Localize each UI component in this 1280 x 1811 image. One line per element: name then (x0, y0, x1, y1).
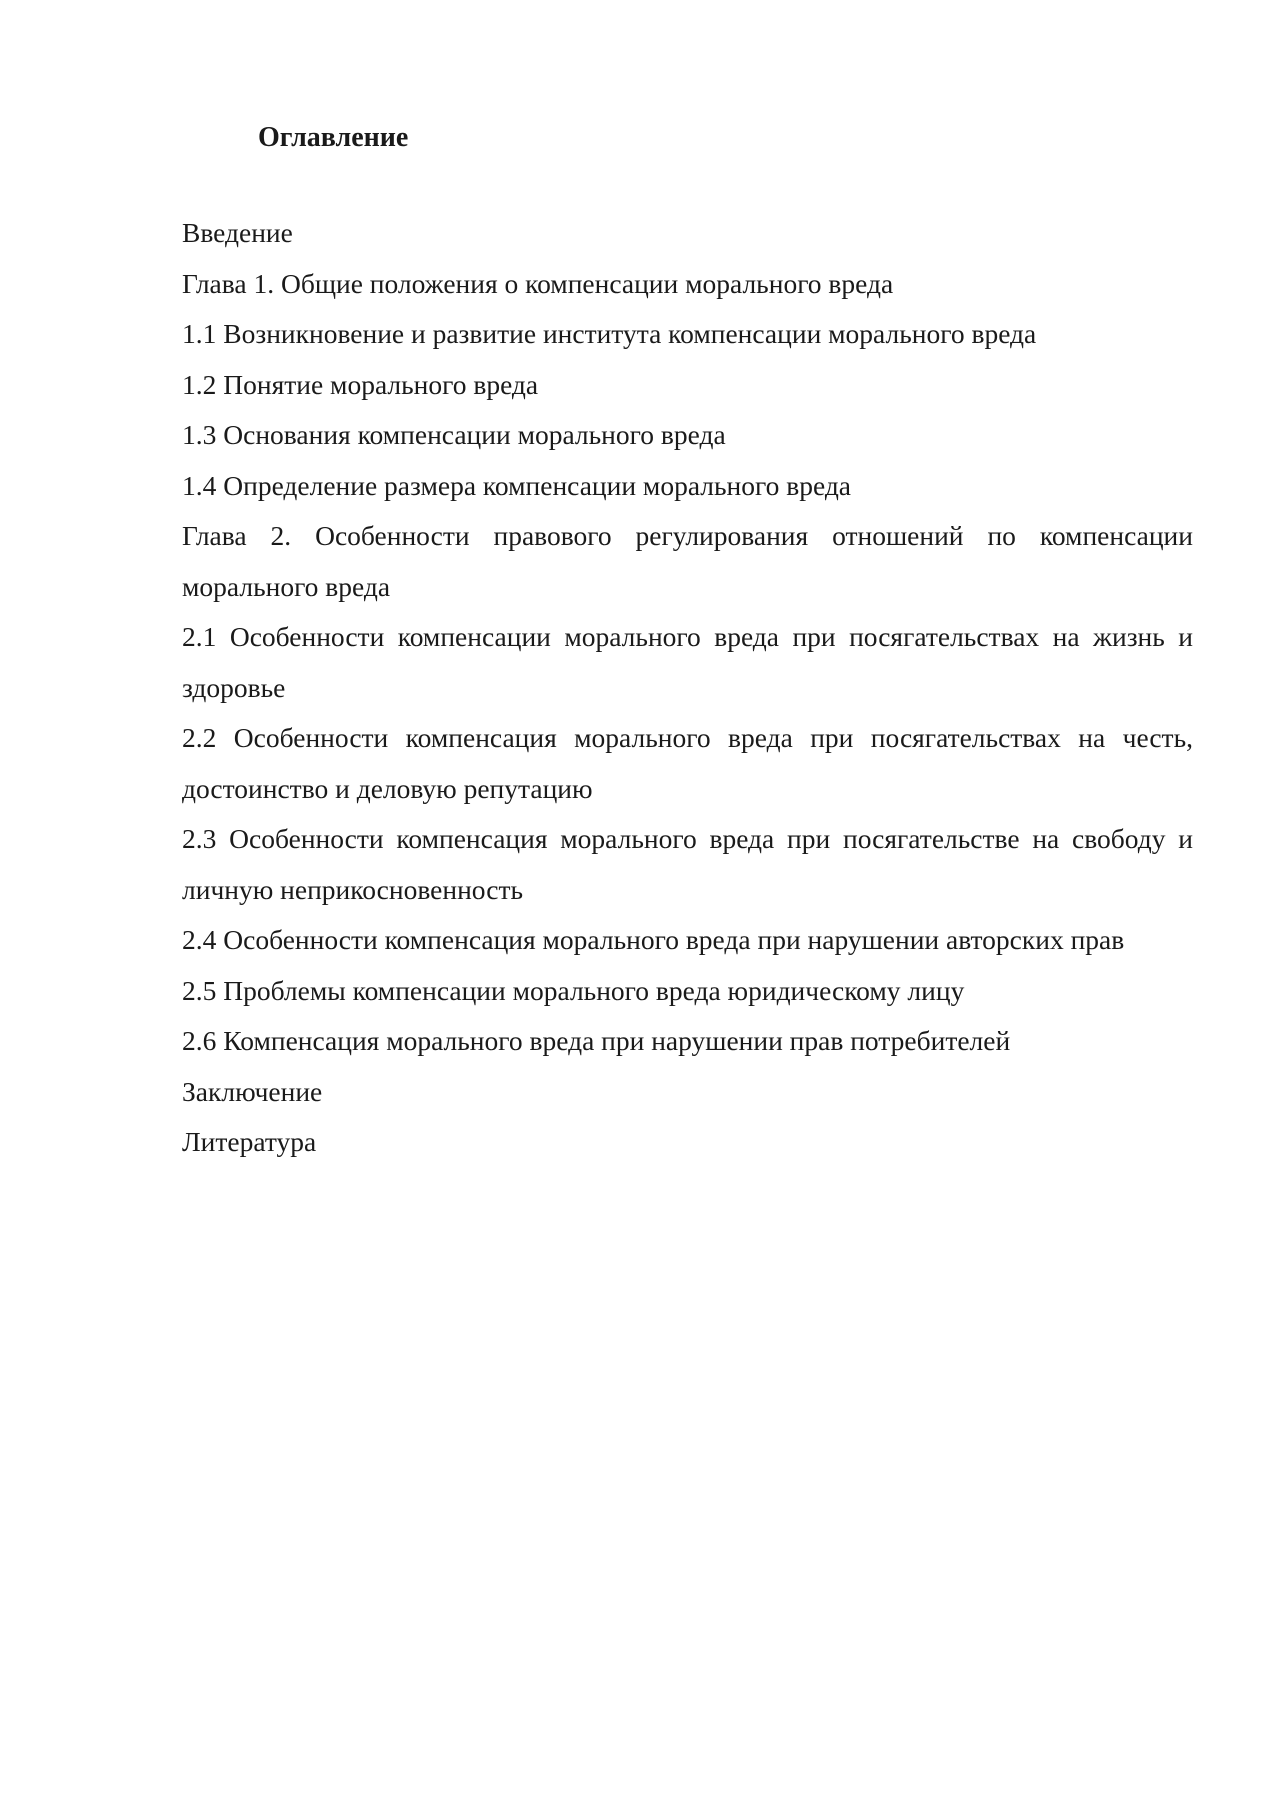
table-of-contents (182, 208, 1193, 1168)
page-title: Оглавление (258, 122, 409, 153)
toc-entry-section-2-4: 2.4 Особенности компенсация морального вреда при нарушении авторских прав (182, 924, 1125, 955)
toc-entry-section-2-5: 2.5 Проблемы компенсации морального вреда юридическому лицу (182, 974, 965, 1006)
toc-entry-section-1-4: 1.4 Определение размера компенсации морального вреда (182, 469, 852, 501)
toc-entry-section-2-3: 2.3 Особенности компенсация морального вреда при посягательстве на свободу и личную неприкосновенность (182, 823, 1193, 905)
toc-entry-introduction: Введение (182, 217, 293, 248)
toc-entry-literature: Литература (182, 1126, 317, 1157)
toc-entry-section-2-1: 2.1 Особенности компенсации морального вреда при посягательствах на жизнь и здоровье (182, 621, 1193, 703)
toc-entry-section-1-2: 1.2 Понятие морального вреда (182, 368, 539, 400)
toc-entry-chapter-2: Глава 2. Особенности правового регулирования отношений по компенсации морального вреда (182, 520, 1193, 602)
toc-entry-section-2-6: 2.6 Компенсация морального вреда при нарушении прав потребителей (182, 1025, 1011, 1056)
toc-entry-conclusion: Заключение (182, 1075, 323, 1107)
toc-entry-section-2-2: 2.2 Особенности компенсация морального вреда при посягательствах на честь, достоинство и деловую репутацию (182, 722, 1193, 804)
toc-entry-chapter-1: Глава 1. Общие положения о компенсации морального вреда (182, 267, 894, 299)
toc-entry-section-1-1: 1.1 Возникновение и развитие института компенсации морального вреда (182, 318, 1037, 349)
toc-entry-section-1-3: 1.3 Основания компенсации морального вреда (182, 419, 726, 450)
